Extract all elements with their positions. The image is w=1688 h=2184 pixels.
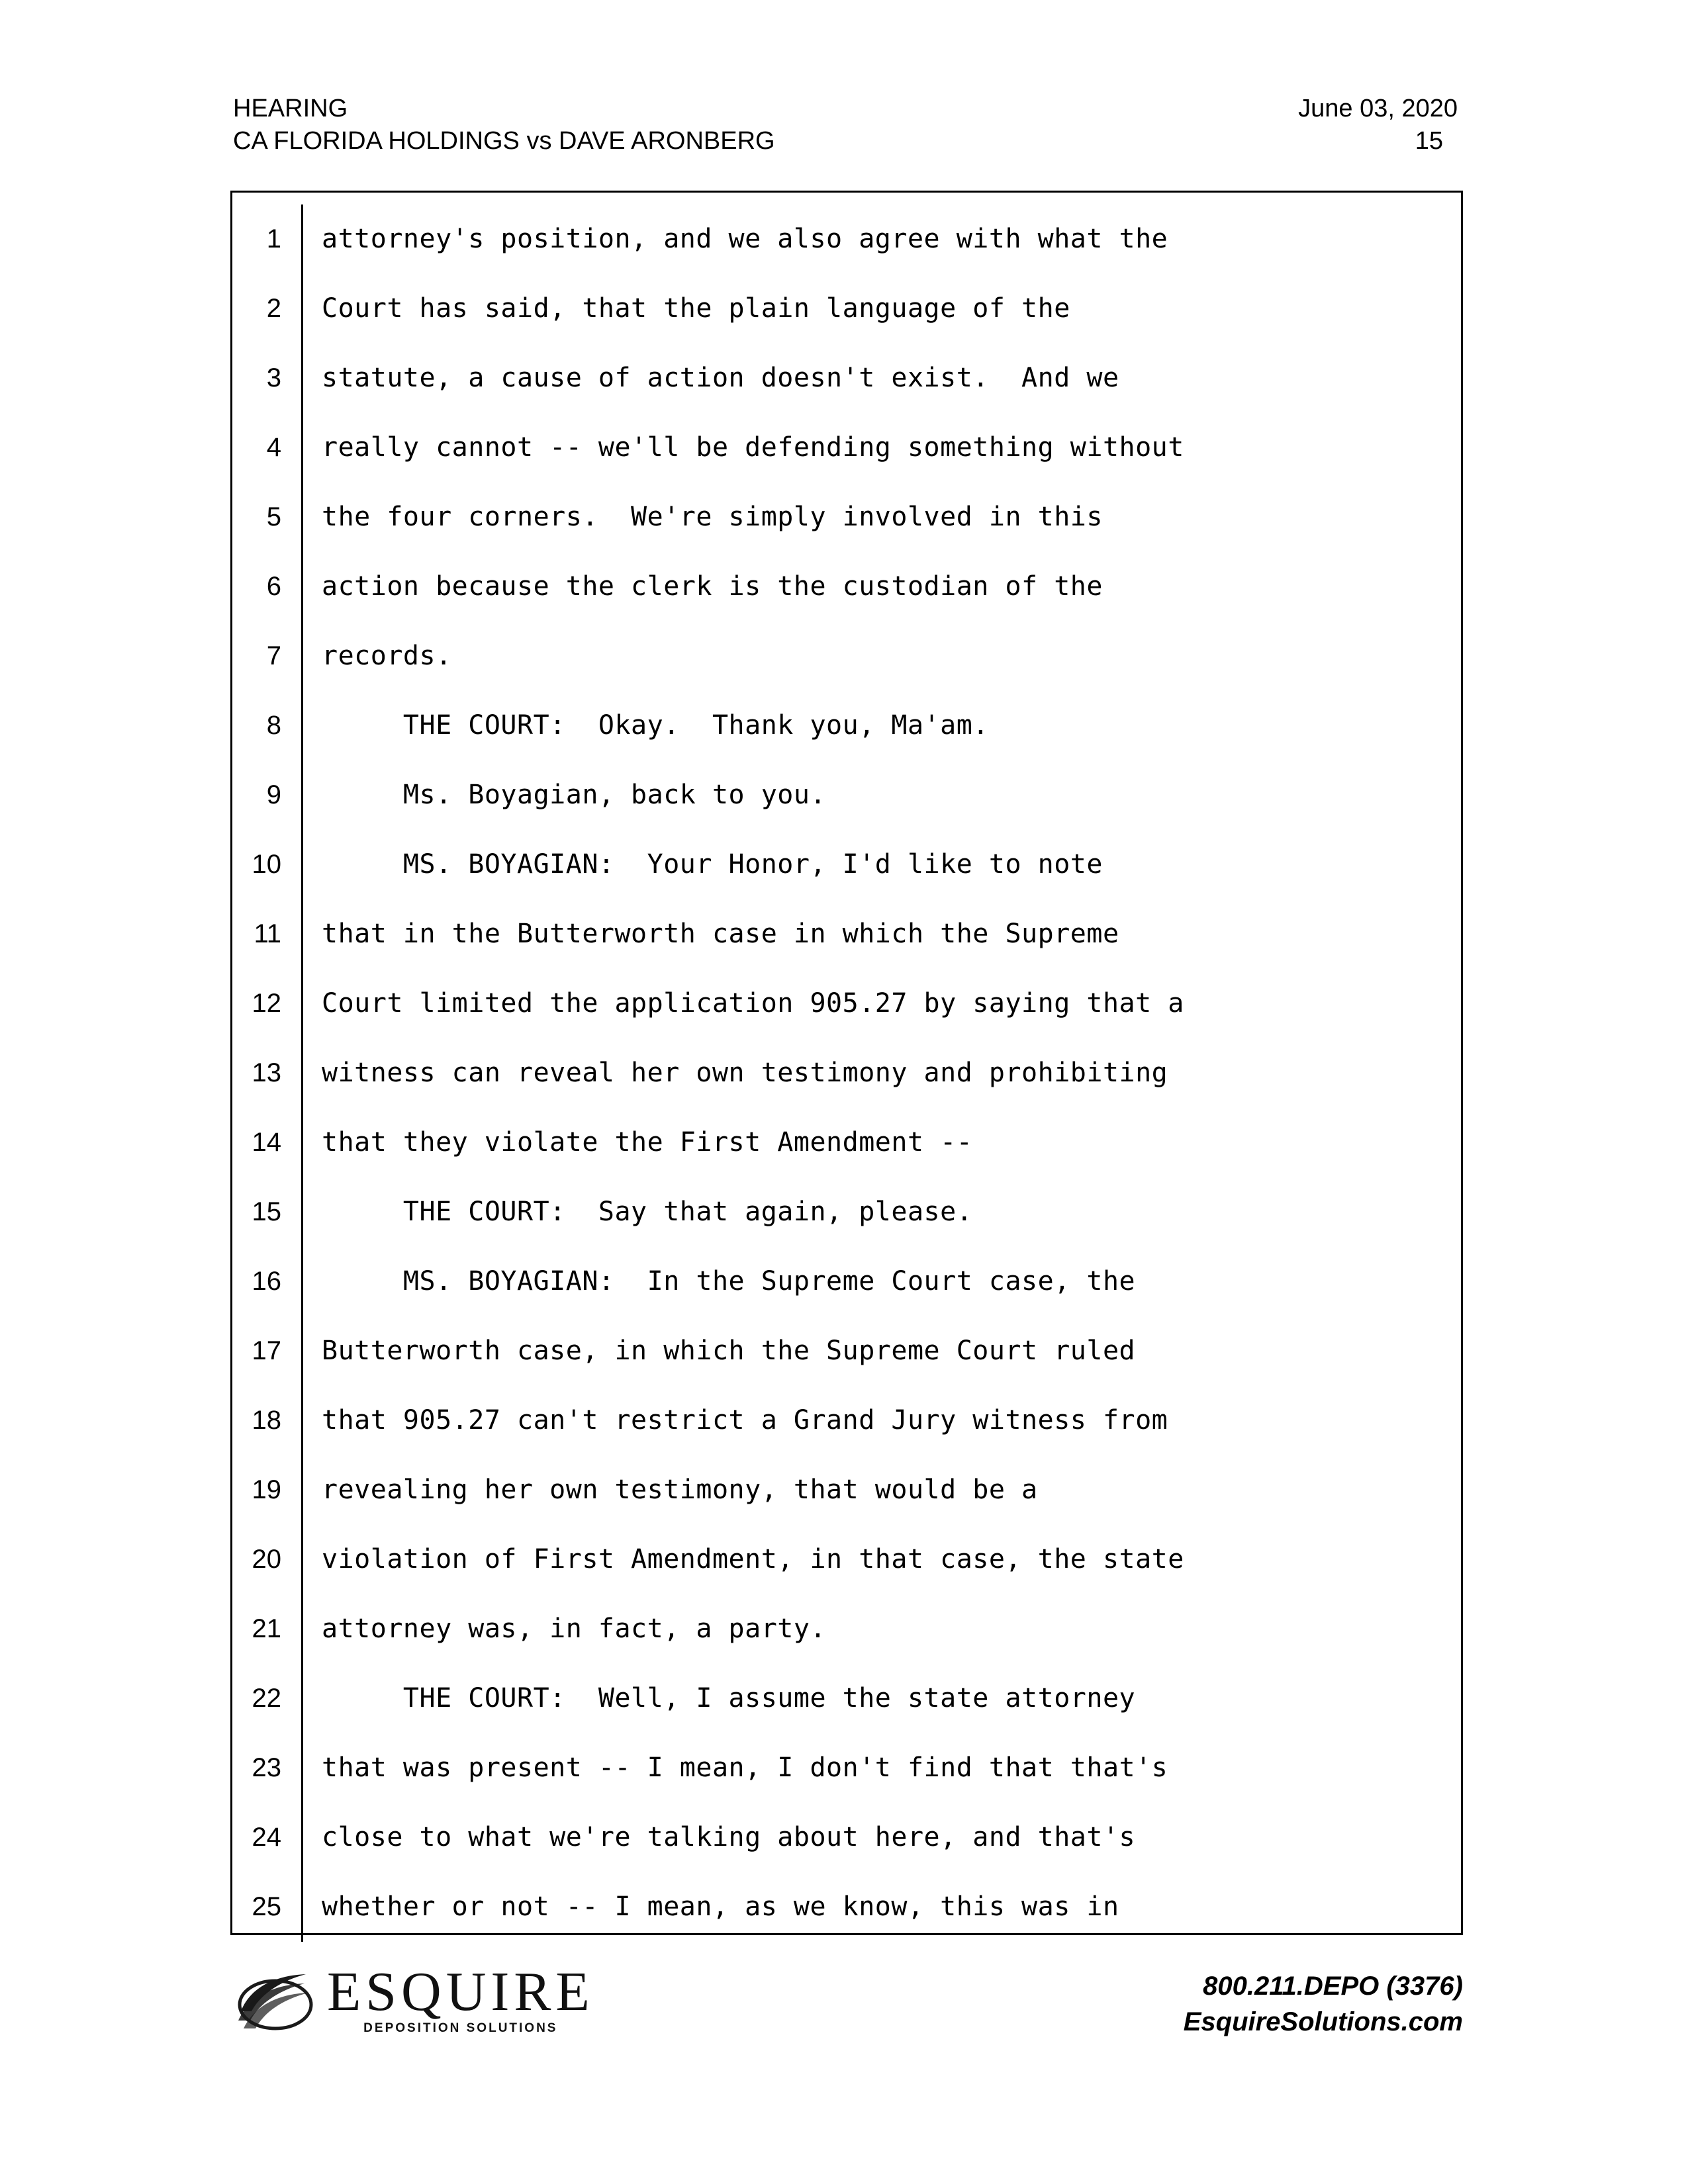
footer-contact [1184,1968,1463,2040]
line-text: really cannot -- we'll be defending something without [301,413,1461,482]
transcript-line [232,830,1461,899]
page-number: 15 [1415,126,1443,155]
line-number: 18 [252,1406,281,1435]
line-number: 1 [266,224,281,253]
line-number: 14 [252,1128,281,1157]
line-text: that they violate the First Amendment -- [301,1108,1461,1177]
transcript-line [232,1525,1461,1594]
line-text: Ms. Boyagian, back to you. [301,760,1461,830]
transcript-line [232,1872,1461,1942]
transcript-lines [232,193,1461,1942]
line-text: Butterworth case, in which the Supreme Court ruled [301,1316,1461,1386]
line-text: witness can reveal her own testimony and prohibiting [301,1038,1461,1108]
transcript-line [232,969,1461,1038]
line-number: 3 [266,363,281,392]
esquire-logo [237,1961,594,2036]
transcript-line [232,1733,1461,1803]
transcript-line [232,274,1461,343]
swoosh-icon [237,1970,316,2031]
line-text: that 905.27 can't restrict a Grand Jury witness from [301,1386,1461,1455]
transcript-line [232,343,1461,413]
transcript-line [232,1455,1461,1525]
line-number: 25 [252,1892,281,1921]
line-text: that in the Butterworth case in which the Supreme [301,899,1461,969]
line-number: 4 [266,433,281,462]
line-text: THE COURT: Say that again, please. [301,1177,1461,1247]
transcript-line [232,1038,1461,1108]
transcript-line [232,1108,1461,1177]
line-text: action because the clerk is the custodian of the [301,552,1461,621]
transcript-line [232,413,1461,482]
transcript-line [232,482,1461,552]
line-text: that was present -- I mean, I don't find that that's [301,1733,1461,1803]
esquire-wordmark [327,1961,594,2036]
line-text: MS. BOYAGIAN: Your Honor, I'd like to note [301,830,1461,899]
line-text: attorney's position, and we also agree with what the [301,205,1461,274]
line-number: 7 [266,641,281,670]
line-number: 13 [252,1058,281,1087]
transcript-box [230,191,1463,1935]
line-text: records. [301,621,1461,691]
line-number: 24 [252,1823,281,1852]
line-number: 5 [266,502,281,531]
hearing-title: HEARING [233,95,348,122]
line-number: 22 [252,1684,281,1713]
transcript-line [232,1594,1461,1664]
line-text: attorney was, in fact, a party. [301,1594,1461,1664]
line-number: 8 [266,711,281,740]
line-number: 23 [252,1753,281,1782]
transcript-line [232,691,1461,760]
page-header [233,93,1458,157]
transcript-line [232,1177,1461,1247]
line-number: 9 [266,780,281,809]
line-text: violation of First Amendment, in that case, the state [301,1525,1461,1594]
header-row-top [233,93,1458,125]
line-number: 12 [252,989,281,1018]
line-number: 11 [254,919,281,948]
transcript-line [232,1803,1461,1872]
line-text: MS. BOYAGIAN: In the Supreme Court case, the [301,1247,1461,1316]
transcript-line [232,552,1461,621]
header-row-bottom [233,125,1458,158]
logo-word: ESQUIRE [327,1961,594,2023]
transcript-line [232,1664,1461,1733]
line-text: THE COURT: Well, I assume the state attorney [301,1664,1461,1733]
line-number: 17 [252,1336,281,1365]
line-text: Court limited the application 905.27 by saying that a [301,969,1461,1038]
transcript-line [232,899,1461,969]
transcript-line [232,621,1461,691]
line-number: 19 [252,1475,281,1504]
line-text: close to what we're talking about here, and that's [301,1803,1461,1872]
case-caption: CA FLORIDA HOLDINGS vs DAVE ARONBERG [233,126,775,155]
footer-website[interactable]: EsquireSolutions.com [1183,2007,1463,2036]
line-number: 21 [252,1614,281,1643]
line-number: 15 [252,1197,281,1226]
line-number: 2 [266,294,281,323]
page-footer [230,1959,1463,2091]
line-text: revealing her own testimony, that would be a [301,1455,1461,1525]
line-number: 10 [252,850,281,879]
footer-phone: 800.211.DEPO (3376) [1203,1972,1463,2001]
transcript-line [232,1316,1461,1386]
line-text: THE COURT: Okay. Thank you, Ma'am. [301,691,1461,760]
transcript-line [232,760,1461,830]
line-number: 20 [252,1545,281,1574]
logo-subtitle: DEPOSITION SOLUTIONS [363,2021,558,2035]
line-text: whether or not -- I mean, as we know, this was in [301,1872,1461,1942]
line-number: 6 [266,572,281,601]
line-text: statute, a cause of action doesn't exist. And we [301,343,1461,413]
transcript-line [232,1386,1461,1455]
transcript-line [232,205,1461,274]
hearing-date: June 03, 2020 [1298,95,1458,122]
line-number: 16 [252,1267,281,1296]
transcript-line [232,1247,1461,1316]
line-text: the four corners. We're simply involved in this [301,482,1461,552]
line-text: Court has said, that the plain language of the [301,274,1461,343]
